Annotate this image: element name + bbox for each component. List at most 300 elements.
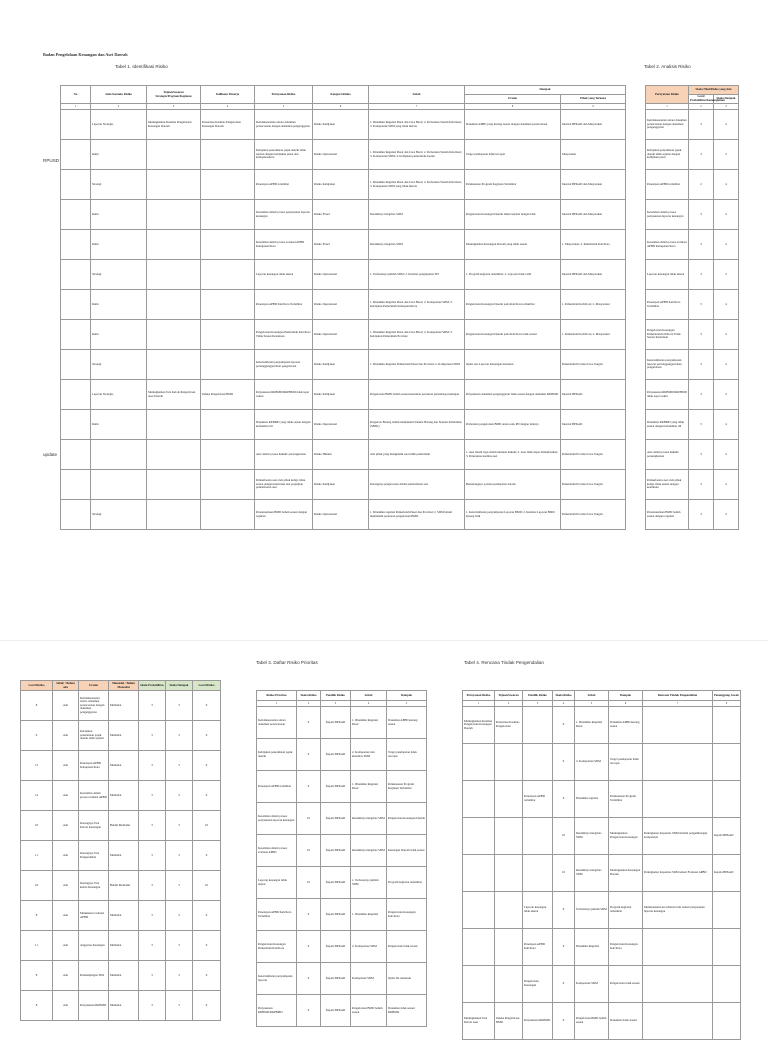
t4-cell-t [495, 855, 523, 892]
t3-row [257, 963, 427, 995]
t2-cell-label: Ketidaksesuaian antara dokumen perencanaan dengan dokumen penganggaran [646, 110, 689, 140]
t3-header-pemilik: Pemilik Risiko [321, 691, 351, 701]
tl-cell-u: Kurangnya Tata kelola Keuangan [79, 871, 109, 901]
t4-row [463, 855, 741, 892]
t3-cell-s: Rendahnya integritas SDM [351, 835, 387, 867]
t1-cell-pernyataan: Penyusunan RKBMD/RKPBMD tidak tepat waktu [255, 380, 313, 410]
t2-cell-label: Dokumen RKBMD yang tidak sesuai dengan kebutuhan riil [646, 410, 689, 440]
t4-cell-s: Dinamika regulasi [575, 781, 609, 818]
tl-cell-l: 9 [193, 931, 221, 961]
t2-cell-b: 4 [714, 110, 739, 140]
t4-cell-k: 9 [553, 966, 575, 1003]
t3-cell-d: Pengelolaan Keuangan Daerah [387, 803, 427, 835]
t3-cell-s: 2. Kompetensi SDM [351, 931, 387, 963]
t1-cell-no [61, 380, 91, 410]
t1-cell-no [61, 440, 91, 470]
t4-cell-r [643, 781, 713, 818]
t1-cell-kategori: Risiko Fraud [313, 200, 369, 230]
t2-col-number: 2 [689, 104, 714, 110]
t1-header-sebab: Sebab [369, 86, 465, 104]
t3-row [257, 739, 427, 771]
t1-cell-sebab: 1. Dinamika Regulasi Pusat dan Jawa Barat; 2. Kompetensi SDM; 3. Kebijakan Pemerintah Provinsi [369, 320, 465, 350]
t2-cell-label: Pemanfaatan aset oleh pihak ketiga tidak sesuai dengan ketentuan [646, 470, 689, 500]
t4-cell-o [523, 744, 553, 781]
t2-row [646, 350, 739, 380]
t3-cell-k: 9 [297, 707, 321, 739]
table-pengendalian-analisis [20, 680, 221, 1021]
t1-cell-indikator [201, 320, 255, 350]
tl-row [21, 781, 221, 811]
tl-cell-d: 3 [166, 841, 193, 871]
t1-cell-tujuan [147, 320, 201, 350]
t3-header-skala: Skala Risiko [297, 691, 321, 701]
t4-header-pemilik: Pemilik Risiko [523, 691, 553, 701]
table2-analisis-risiko [645, 85, 739, 530]
t1-cell-jenis: Rutin [91, 140, 147, 170]
tl-row [21, 751, 221, 781]
t3-cell-p: Kepala BPKAD [321, 963, 351, 995]
t3-cell-p: Kepala BPKAD [321, 707, 351, 739]
t3-row [257, 771, 427, 803]
t4-cell-d: Pengelolaan tidak sesuai [609, 966, 643, 1003]
tl-cell-u: Kesalahan dalam proses evaluasi APBD [79, 781, 109, 811]
t1-header-pihak: Pihak yang Terkena [561, 95, 626, 104]
tl-cell-u: Kurangnya Tata Pengendalian [79, 841, 109, 871]
t1-header-jenis: Jenis Konteks Risiko [91, 86, 147, 104]
t1-cell-kategori: Risiko Operasional [313, 320, 369, 350]
t1-cell-sebab: 1. Dinamika Regulasi Pusat dan Jawa Barat; 2. Perbedaan Sistem Informasi; 3. Kompetensi SDM; 4. Kebijakan pemerintah daerah [369, 140, 465, 170]
t1-cell-sebab: Rendahnya integritas SDM [369, 230, 465, 260]
tl-cell-u: Kebijakan penerimaan pajak daerah tidak sejalan [79, 721, 109, 751]
t2-row [646, 200, 739, 230]
t4-cell-k: 9 [553, 707, 575, 744]
tl-cell-m: Memadai [109, 991, 139, 1021]
t1-cell-uraian: Pengelolaan Keuangan Daerah pada Kab/Kota terhambat [465, 290, 561, 320]
t1-cell-tujuan [147, 470, 201, 500]
tl-cell-u: Penetapan APBD Kabupaten/Kota [79, 751, 109, 781]
t1-cell-sebab: Pengelola Barang belum memahami Standar Barang dan Standar Kebutuhan (SBSK) [369, 410, 465, 440]
t4-cell-s: Terbatasnya jumlah SDM [575, 892, 609, 929]
t1-cell-pihak: 1. Pemerintah Kab/Kota; 2. Masyarakat [561, 290, 626, 320]
t4-cell-o: Penyusunan RKBMD [523, 1003, 553, 1040]
t4-header-pernyataan: Pernyataan Risiko [463, 691, 495, 701]
t2-cell-b: 4 [714, 410, 739, 440]
t1-cell-indikator [201, 440, 255, 470]
t4-cell-s: Dinamika Regulasi [575, 929, 609, 966]
t1-cell-indikator [201, 170, 255, 200]
tl-cell-n: 14 [21, 781, 53, 811]
t2-col-number: 1 [646, 104, 689, 110]
t1-cell-indikator [201, 230, 255, 260]
t3-cell-p: Kepala BPKAD [321, 803, 351, 835]
tl-cell-d: 3 [166, 811, 193, 841]
t2-cell-b: 4 [714, 170, 739, 200]
tl-cell-u: Ketidaksesuaian antara dokumen perencanaan dengan dokumen penganggaran [79, 691, 109, 721]
tl-cell-m: Memadai [109, 691, 139, 721]
t1-header-kategori: Kategori Risiko [313, 86, 369, 104]
t4-cell-r [643, 929, 713, 966]
t3-cell-d: Dokumen APBD kurang sesuai [387, 707, 427, 739]
t4-cell-p [463, 966, 495, 1003]
t2-cell-label: Pengelolaan Keuangan Pemerintah Kab/Kota Tidak Sesuai Ketentuan [646, 320, 689, 350]
t3-cell-k: 9 [297, 931, 321, 963]
tl-cell-p: 3 [139, 991, 166, 1021]
t1-col-number: 7 [369, 104, 465, 110]
t3-cell-d: Keuangan Daerah tidak sesuai [387, 835, 427, 867]
tl-row [21, 721, 221, 751]
t1-col-number: 2 [91, 104, 147, 110]
tl-cell-u: Kurangnya Tata Kelola Keuangan [79, 811, 109, 841]
t1-row [61, 140, 626, 170]
t4-cell-j [713, 966, 741, 1003]
t1-cell-indikator [201, 200, 255, 230]
t1-cell-uraian: Meningkatkan Keuangan Daerah yang tidak sesuai [465, 230, 561, 260]
t3-cell-k: 10 [297, 803, 321, 835]
t1-cell-sebab: 1. Dinamika Regulasi Pusat dan Jawa Barat; 2. Perbedaan Sistem Informasi; 3. Kompetensi SDM yang tidak merata [369, 170, 465, 200]
t3-cell-s: 1. Dinamika Regulasi [351, 899, 387, 931]
t4-cell-s: 2. Kompetensi SDM [575, 744, 609, 781]
t1-cell-pernyataan: Dokumen RKBMD yang tidak sesuai dengan kebutuhan riil [255, 410, 313, 440]
t2-row [646, 500, 739, 530]
t3-col-number: 5 [387, 701, 427, 707]
tl-cell-s: Ada [53, 691, 79, 721]
t1-cell-sebab: 1. Dinamika Regulasi Pusat dan Jawa Barat; 2. Perbedaan Sistem Informasi; 3. Kompetensi SDM yang tidak merata [369, 110, 465, 140]
side-label-update: update [43, 452, 58, 457]
tl-cell-m: Memadai [109, 931, 139, 961]
t4-cell-p [463, 892, 495, 929]
t1-cell-tujuan [147, 260, 201, 290]
t2-cell-a: 3 [689, 290, 714, 320]
t4-col-number: 1 [463, 701, 495, 707]
t2-cell-a: 3 [689, 410, 714, 440]
t2-cell-label: Penetapan APBD Kab/Kota Terlambat [646, 290, 689, 320]
t1-cell-indikator [201, 500, 255, 530]
t1-cell-tujuan [147, 290, 201, 320]
t1-cell-uraian: Target pendapatan tidak tercapai [465, 140, 561, 170]
table4-caption: Tabel 4. Rencana Tindak Pengendalian [464, 660, 544, 665]
t3-header-dampak: Dampak [387, 691, 427, 701]
t3-col-number: 3 [321, 701, 351, 707]
t1-cell-kategori: Risiko Kebijakan [313, 170, 369, 200]
t4-col-number: 8 [713, 701, 741, 707]
t1-header-tujuan: Tujuan/Sasaran Strategis/Program/Kegiatan [147, 86, 201, 104]
t4-cell-r: Peningkatan Kapasitas SDM terkait Evaluasi APBD [643, 855, 713, 892]
tl-cell-d: 3 [166, 871, 193, 901]
t4-row [463, 744, 741, 781]
t1-cell-sebab: Pengelolaan BMD belum sesuai ketentuan peraturan perundang-undangan [369, 380, 465, 410]
t1-cell-uraian: Perbedaan pengelolaan BMD antara satu PD dengan lainnya [465, 410, 561, 440]
t1-row [61, 380, 626, 410]
t2-cell-label: Keterlambatan penyampaian laporan pertanggungjawaban pengelolaan [646, 350, 689, 380]
t1-cell-indikator: Persentase Kualitas Pengelolaan Keuangan Daerah [201, 110, 255, 140]
t3-cell-s: 2. Kompetensi dan kuantitas SDM [351, 739, 387, 771]
t1-col-number: 6 [313, 104, 369, 110]
t4-cell-k: 9 [553, 892, 575, 929]
t1-cell-indikator [201, 350, 255, 380]
tl-cell-n: 8 [21, 901, 53, 931]
t4-cell-p [463, 929, 495, 966]
t2-cell-label: Aset dalam proses hukum/ persengketaan [646, 440, 689, 470]
tl-cell-p: 3 [139, 721, 166, 751]
tl-cell-m: Memadai [109, 721, 139, 751]
t1-cell-pernyataan: Kesalahan dalam proses evaluasi APBD Kabupaten/Kota [255, 230, 313, 260]
t3-cell-r: Penetapan APBD terlambat [257, 771, 297, 803]
tl-cell-p: 3 [139, 691, 166, 721]
tl-cell-n: 11 [21, 841, 53, 871]
t1-row [61, 170, 626, 200]
t1-cell-pihak: Internal BPKAD dan Masyarakat [561, 260, 626, 290]
t4-cell-t [495, 781, 523, 818]
t4-row [463, 707, 741, 744]
t3-col-number: 1 [257, 701, 297, 707]
tl-cell-n: 13 [21, 751, 53, 781]
t4-cell-d: Dokumen tidak sesuai [609, 1003, 643, 1040]
tl-cell-l: 9 [193, 991, 221, 1021]
t3-row [257, 995, 427, 1027]
t1-col-number: 8 [465, 104, 561, 110]
t4-header-rencana: Rencana Tindak Pengendalian [643, 691, 713, 701]
t2-header-dampak: Skala Dampak [714, 95, 739, 104]
t1-cell-kategori: Risiko Kebijakan [313, 110, 369, 140]
t4-cell-t: Persentase Kualitas Pengelolaan [495, 707, 523, 744]
tl-cell-u: Anggaran Keuangan [79, 931, 109, 961]
t1-cell-uraian: Opini atas Laporan Keuangan menurun [465, 350, 561, 380]
t1-cell-uraian: Berkurangnya potensi pendapatan daerah [465, 470, 561, 500]
t1-col-number: 1 [61, 104, 91, 110]
t2-cell-a: 3 [689, 470, 714, 500]
t2-cell-b: 4 [714, 320, 739, 350]
t1-cell-tujuan [147, 350, 201, 380]
t3-cell-p: Kepala BPKAD [321, 835, 351, 867]
tl-cell-p: 3 [139, 811, 166, 841]
t3-cell-k: 9 [297, 771, 321, 803]
t4-row [463, 1003, 741, 1040]
t3-cell-p: Kepala BPKAD [321, 739, 351, 771]
t3-col-number: 2 [297, 701, 321, 707]
t4-cell-t [495, 966, 523, 1003]
t1-cell-kategori: Risiko Kebijakan [313, 470, 369, 500]
t1-cell-pihak: 1. Masyarakat; 2. Pemerintah Kab/Kota [561, 230, 626, 260]
tl-row [21, 901, 221, 931]
t1-cell-uraian: Pengelolaan Keuangan Daerah pada Kab/Kota tidak sesuai [465, 320, 561, 350]
t1-cell-no [61, 200, 91, 230]
tl-cell-d: 3 [166, 781, 193, 811]
t1-cell-pernyataan: Keterlambatan penyampaian laporan pertanggungjawaban pengelolaan [255, 350, 313, 380]
tl-cell-n: 16 [21, 811, 53, 841]
tl-row [21, 691, 221, 721]
t1-cell-pihak: Pemerintah Provinsi Jawa Tengah [561, 440, 626, 470]
t3-cell-s: 1. Terbatasnya jumlah SDM [351, 867, 387, 899]
t1-cell-uraian: 1. Keterlambatan penyampaian Laporan BMD; 2. Kualitas Laporan BMD kurang baik [465, 500, 561, 530]
t2-row [646, 290, 739, 320]
tl-row [21, 961, 221, 991]
t1-cell-no [61, 410, 91, 440]
t2-cell-b: 4 [714, 470, 739, 500]
t3-cell-s: 1. Dinamika Regulasi Pusat [351, 771, 387, 803]
t2-cell-a: 2 [689, 170, 714, 200]
t4-cell-s: Rendahnya integritas SDM [575, 855, 609, 892]
t1-cell-pihak: Pemerintah Provinsi Jawa Tengah [561, 470, 626, 500]
t3-cell-k: 9 [297, 963, 321, 995]
t1-cell-tujuan [147, 200, 201, 230]
t1-cell-tujuan [147, 230, 201, 260]
t1-cell-no [61, 140, 91, 170]
t3-cell-k: 10 [297, 867, 321, 899]
t3-cell-d: Program kegiatan terhambat [387, 867, 427, 899]
table3-daftar-risiko-prioritas [256, 690, 427, 1027]
t1-cell-no [61, 470, 91, 500]
t1-row [61, 230, 626, 260]
tl-cell-d: 3 [166, 691, 193, 721]
t2-row [646, 140, 739, 170]
t1-cell-jenis [91, 470, 147, 500]
tl-cell-p: 3 [139, 961, 166, 991]
t2-row [646, 380, 739, 410]
t3-cell-s: 1. Dinamika Regulasi Pusat [351, 707, 387, 739]
t3-cell-p: Kepala BPKAD [321, 771, 351, 803]
t1-cell-jenis: Laporan Strategis [91, 110, 147, 140]
t3-cell-d: Pelaksanaan Program Kegiatan Terlambat [387, 771, 427, 803]
t4-cell-j [713, 781, 741, 818]
tl-row [21, 841, 221, 871]
t1-row [61, 110, 626, 140]
t1-cell-indikator: Indeks Pengelolaan BMD [201, 380, 255, 410]
t2-cell-b: 3 [714, 260, 739, 290]
t1-col-number: 3 [147, 104, 201, 110]
t1-row [61, 500, 626, 530]
page-separator [0, 640, 768, 641]
t4-header-penanggung: Penanggung Jawab [713, 691, 741, 701]
t2-cell-a: 3 [689, 350, 714, 380]
t4-header-dampak: Dampak [609, 691, 643, 701]
side-label-rpusd: RPUSD [43, 158, 60, 163]
tl-cell-s: Ada [53, 901, 79, 931]
t1-cell-uraian: Pengelolaan Keuangan Daerah tidak berjalan dengan baik [465, 200, 561, 230]
tl-cell-n: 8 [21, 691, 53, 721]
table4-rencana-tindak-pengendalian [462, 690, 741, 1040]
t1-cell-jenis: Strategi [91, 350, 147, 380]
t3-cell-k: 9 [297, 995, 321, 1027]
t4-cell-t [495, 892, 523, 929]
t2-cell-b: 4 [714, 200, 739, 230]
t4-cell-p [463, 781, 495, 818]
t4-cell-o: Laporan keuangan tidak akurat [523, 892, 553, 929]
t1-cell-sebab: 1. Dinamika Regulasi Pusat dan Jawa Barat; 2. Kompetensi SDM; 3. Kebijakan Pemerintah Kabupaten/Kota [369, 290, 465, 320]
t1-cell-jenis: Strategi [91, 260, 147, 290]
t4-cell-j [713, 707, 741, 744]
t4-header-skala: Skala Risiko [553, 691, 575, 701]
t4-header-sebab: Sebab [575, 691, 609, 701]
t1-cell-jenis: Rutin [91, 320, 147, 350]
tl-row [21, 931, 221, 961]
t4-cell-j: Kepala BPKAD [713, 855, 741, 892]
t1-cell-pernyataan: Penetapan APBD terlambat [255, 170, 313, 200]
t1-cell-sebab: 1. Terbatasnya jumlah SDM; 2. Kualitas penginputan SPJ [369, 260, 465, 290]
t4-cell-r [643, 1003, 713, 1040]
t1-cell-tujuan: Meningkatkan Kualitas Pengelolaan Keuangan Daerah [147, 110, 201, 140]
tl-header-uraian: Uraian [79, 681, 109, 691]
tl-cell-l: 10 [193, 871, 221, 901]
t1-cell-indikator [201, 290, 255, 320]
t1-cell-pihak: Pemerintah Provinsi Jawa Tengah [561, 350, 626, 380]
t3-cell-r: Kesalahan dalam proses penyusunan laporan keuangan [257, 803, 297, 835]
tl-cell-d: 3 [166, 901, 193, 931]
t3-cell-r: Ketidaksesuaian antara dokumen perencanaan [257, 707, 297, 739]
tl-cell-m: Memadai [109, 961, 139, 991]
t4-cell-o: Penetapan APBD Kab/Kota [523, 929, 553, 966]
t3-cell-d: Pengelolaan Keuangan Kab/Kota [387, 899, 427, 931]
t3-cell-d: Target pendapatan tidak tercapai [387, 739, 427, 771]
table1-identifikasi-risiko [60, 85, 626, 530]
t1-cell-kategori: Risiko Kebijakan [313, 350, 369, 380]
tl-cell-d: 3 [166, 991, 193, 1021]
t1-cell-no [61, 350, 91, 380]
t1-cell-pernyataan: Pengelolaan Keuangan Pemerintah Kab/Kota Tidak Sesuai Ketentuan [255, 320, 313, 350]
t1-cell-no [61, 320, 91, 350]
t2-cell-a: 3 [689, 380, 714, 410]
t4-cell-k: 9 [553, 1003, 575, 1040]
tl-header-sebab: Sebab / Belum ada [53, 681, 79, 691]
t1-col-number: 4 [201, 104, 255, 110]
t4-cell-j [713, 1003, 741, 1040]
t3-cell-r: Penetapan APBD Kab/Kota Terlambat [257, 899, 297, 931]
t1-cell-jenis: Rutin [91, 230, 147, 260]
t1-col-number: 9 [561, 104, 626, 110]
t1-cell-pernyataan: Pemanfaatan aset oleh pihak ketiga tidak sesuai dengan ketentuan dan perjanjian pemanfaatan aset [255, 470, 313, 500]
t2-header-pernyataan: Pernyataan Risiko [646, 86, 689, 104]
t4-row [463, 781, 741, 818]
tl-header-level2: Level Risiko [193, 681, 221, 691]
t2-cell-a: 3 [689, 200, 714, 230]
t1-cell-no [61, 230, 91, 260]
tl-cell-s: Ada [53, 871, 79, 901]
t3-row [257, 931, 427, 963]
tl-header-memadai: Memadai / Belum Memadai [109, 681, 139, 691]
t3-cell-p: Kepala BPKAD [321, 931, 351, 963]
t4-row [463, 929, 741, 966]
t3-cell-k: 9 [297, 739, 321, 771]
t1-row [61, 260, 626, 290]
t2-row [646, 440, 739, 470]
t3-cell-r: Kebijakan penerimaan pajak daerah [257, 739, 297, 771]
tl-cell-s: Ada [53, 841, 79, 871]
t1-cell-uraian: Pelaksanaan Program Kegiatan Terlambat [465, 170, 561, 200]
tl-cell-l: 9 [193, 751, 221, 781]
t4-cell-r [643, 707, 713, 744]
t1-col-number: 5 [255, 104, 313, 110]
t1-cell-tujuan [147, 140, 201, 170]
t3-header-sebab: Sebab [351, 691, 387, 701]
t1-cell-jenis: Strategi [91, 500, 147, 530]
t4-cell-t [495, 744, 523, 781]
t4-cell-r: Melaksanakan koordinasi rutin terkait penyusunan laporan keuangan [643, 892, 713, 929]
tl-cell-s: Ada [53, 721, 79, 751]
t3-row [257, 867, 427, 899]
t4-cell-j: Kepala BPKAD [713, 818, 741, 855]
t4-col-number: 7 [643, 701, 713, 707]
t4-cell-r: Peningkatan Kapasitas SDM melalui pengembangan kompetensi [643, 818, 713, 855]
t4-col-number: 6 [609, 701, 643, 707]
t2-row [646, 170, 739, 200]
t4-cell-p: Meningkatkan Kualitas Pengelolaan Keuangan Daerah [463, 707, 495, 744]
t1-header-indikator: Indikator Kinerja [201, 86, 255, 104]
tl-cell-u: Pendampingan SIM [79, 961, 109, 991]
tl-cell-m: Belum Memadai [109, 811, 139, 841]
t4-cell-d: Program kegiatan terhambat [609, 892, 643, 929]
t1-cell-jenis: Rutin [91, 290, 147, 320]
t2-row [646, 320, 739, 350]
t3-cell-r: Penyusunan RKBMD/RKPBMD [257, 995, 297, 1027]
